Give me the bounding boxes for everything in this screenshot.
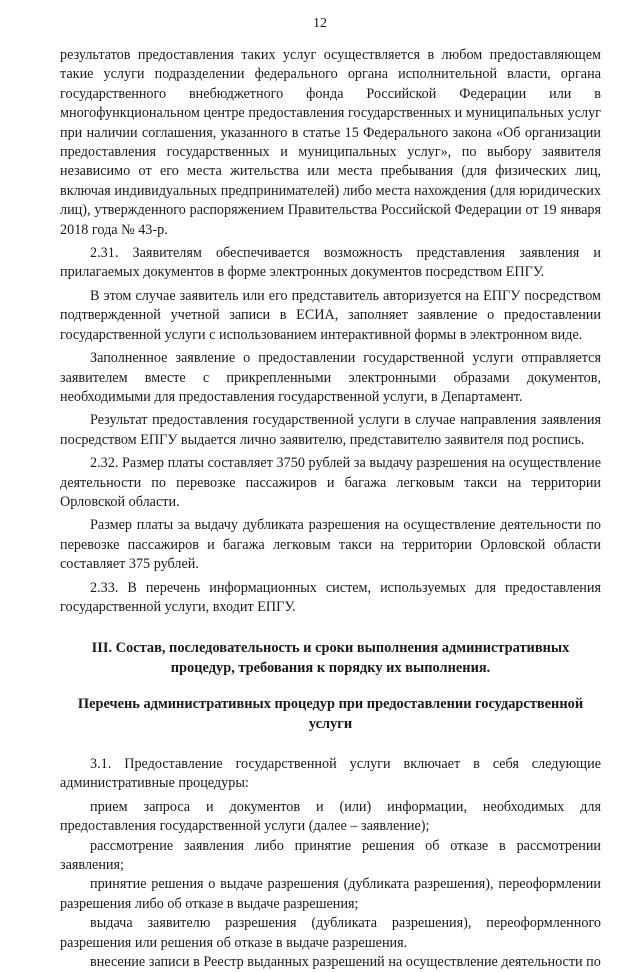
list-item: прием запроса и документов и (или) информации, необходимых для предоставления государственной услуги (далее – заявление); <box>60 798 601 835</box>
page-number: 12 <box>313 16 327 31</box>
paragraph: результатов предоставления таких услуг осуществляется в любом предоставляющем такие услуги подразделении федерального органа исполнительной власти, органа государственного внебюджетного фонда Российской Федерации или в многофункциональном центре предоставления государственных и муниципальных услуг при наличии соглашения, указанного в статье 15 Федерального закона «Об организации предоставления государственных и муниципальных услуг», по выбору заявителя независимо от его места жительства или места пребывания (для физических лиц, включая индивидуальных предпринимателей) либо места нахождения (для юридических лиц), утвержденного распоряжением Правительства Российской Федерации от 19 января 2018 года № 43-р. <box>60 47 601 238</box>
document-body <box>60 46 601 972</box>
section-heading: III. Состав, последовательность и сроки выполнения административных процедур, требования к порядку их выполнения. <box>91 640 570 676</box>
list-item: выдача заявителю разрешения (дубликата разрешения), переоформленного разрешения или решения об отказе в выдаче разрешения. <box>60 915 601 951</box>
paragraph: Заполненное заявление о предоставлении государственной услуги отправляется заявителем вместе с прикрепленными электронными образами документов, необходимыми для предоставления государственной услуги, в Департамент. <box>60 350 601 405</box>
paragraph: Размер платы за выдачу дубликата разрешения на осуществление деятельности по перевозке пассажиров и багажа легковым такси на территории Орловской области составляет 375 рублей. <box>60 517 601 573</box>
paragraph: 2.31. Заявителям обеспечивается возможность представления заявления и прилагаемых документов в форме электронных документов посредством ЕПГУ. <box>60 245 601 281</box>
list-item: принятие решения о выдаче разрешения (дубликата разрешения), переоформлении разрешения либо об отказе в выдаче разрешения; <box>60 876 601 912</box>
list-item: рассмотрение заявления либо принятие решения об отказе в рассмотрении заявления; <box>60 837 601 874</box>
paragraph: 2.33. В перечень информационных систем, используемых для предоставления государственной услуги, входит ЕПГУ. <box>60 579 601 615</box>
paragraph: Результат предоставления государственной услуги в случае направления заявления посредством ЕПГУ выдается лично заявителю, представителю заявителя под роспись. <box>60 412 601 448</box>
paragraph: В этом случае заявитель или его представитель авторизуется на ЕПГУ посредством подтвержденной учетной записи в ЕСИА, заполняет заявление о предоставлении государственной услуги с использованием интерактивной формы в электронном виде. <box>60 287 601 343</box>
paragraph: 3.1. Предоставление государственной услуги включает в себя следующие административные процедуры: <box>60 756 601 792</box>
paragraph: 2.32. Размер платы составляет 3750 рублей за выдачу разрешения на осуществление деятельности по перевозке пассажиров и багажа легковым такси на территории Орловской области. <box>60 455 601 510</box>
subsection-heading: Перечень административных процедур при предоставлении государственной услуги <box>77 696 584 732</box>
list-item: внесение записи в Реестр выданных разрешений на осуществление деятельности по <box>90 954 601 971</box>
